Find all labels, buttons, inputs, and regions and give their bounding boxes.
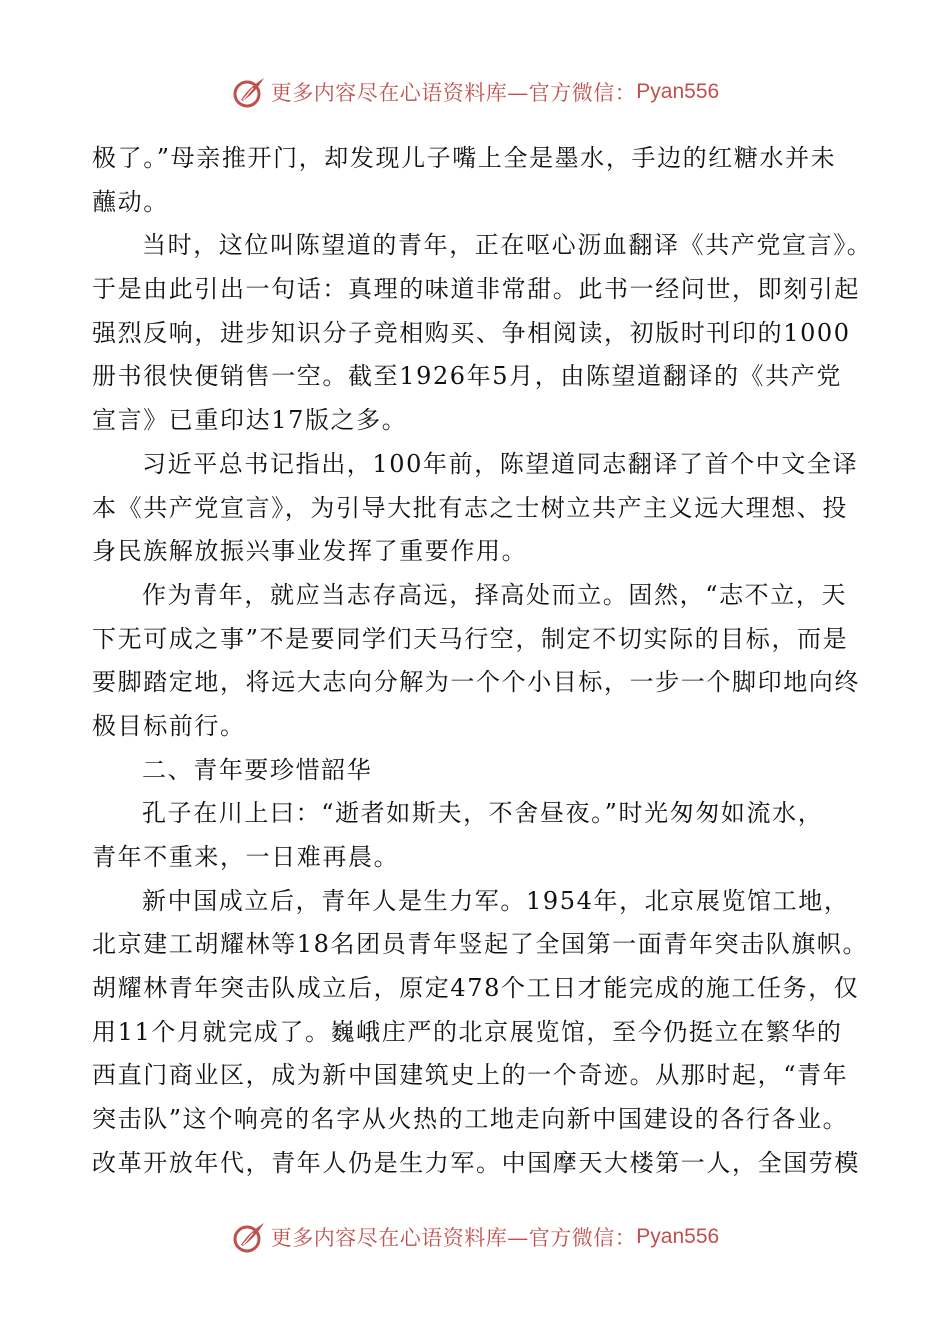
text-line: 极了。”母亲推开门，却发现儿子嘴上全是墨水，手边的红糖水并未 (92, 144, 837, 172)
text-line: 下无可成之事”不是要同学们天马行空，制定不切实际的目标，而是 (92, 624, 849, 653)
text-line: 于是由此引出一句话：真理的味道非常甜。此书一经问世，即刻引起 (92, 275, 860, 304)
watermark-text: 更多内容尽在心语资料库—官方微信： (270, 1226, 637, 1250)
text-line: 改革开放年代，青年人仍是生力军。中国摩天大楼第一人，全国劳模 (92, 1148, 860, 1177)
watermark-wechat-id: Pyan556 (636, 80, 720, 103)
text-line: 蘸动。 (92, 187, 169, 216)
paragraph-start: 新中国成立后，青年人是生力军。1954年，北京展览馆工地， (142, 886, 850, 915)
text-line: 突击队”这个响亮的名字从火热的工地走向新中国建设的各行各业。 (92, 1105, 849, 1134)
watermark-wechat-id: Pyan556 (636, 1225, 720, 1248)
text-line: 极目标前行。 (92, 711, 246, 740)
footer-watermark (0, 1217, 950, 1257)
text-line: 册书很快便销售一空。截至1926年5月，由陈望道翻译的《共产党 (92, 362, 842, 391)
text-line: 北京建工胡耀林等18名团员青年竖起了全国第一面青年突击队旗帜。 (92, 930, 869, 959)
paragraph-start: 作为青年，就应当志存高远，择高处而立。固然，“志不立，天 (142, 580, 848, 609)
text-line: 青年不重来，一日难再晨。 (92, 843, 400, 871)
text-line: 用11个月就完成了。巍峨庄严的北京展览馆，至今仍挺立在繁华的 (92, 1017, 843, 1046)
quill-circle-icon (231, 74, 267, 110)
text-line: 本《共产党宣言》，为引导大批有志之士树立共产主义远大理想、投 (92, 493, 848, 522)
text-line: 宣言》已重印达17版之多。 (92, 406, 408, 435)
text-line: 身民族解放振兴事业发挥了重要作用。 (92, 537, 528, 566)
header-watermark (0, 72, 950, 112)
paragraph-start: 当时，这位叫陈望道的青年，正在呕心沥血翻译《共产党宣言》。 (142, 231, 873, 260)
text-line: 西直门商业区，成为新中国建筑史上的一个奇迹。从那时起，“青年 (92, 1061, 849, 1090)
paragraph-start: 习近平总书记指出，100年前，陈望道同志翻译了首个中文全译 (142, 449, 859, 478)
quill-circle-icon (231, 1219, 267, 1255)
text-line: 强烈反响，进步知识分子竞相购买、争相阅读，初版时刊印的1000 (92, 318, 851, 347)
document-body (92, 137, 873, 1186)
section-heading: 二、青年要珍惜韶华 (142, 755, 373, 784)
paragraph-start: 孔子在川上曰：“逝者如斯夫，不舍昼夜。”时光匆匆如流水， (142, 799, 824, 828)
watermark-text: 更多内容尽在心语资料库—官方微信： (270, 81, 637, 105)
text-line: 要脚踏定地，将远大志向分解为一个个小目标，一步一个脚印地向终 (92, 668, 860, 697)
text-line: 胡耀林青年突击队成立后，原定478个工日才能完成的施工任务，仅 (92, 974, 860, 1003)
